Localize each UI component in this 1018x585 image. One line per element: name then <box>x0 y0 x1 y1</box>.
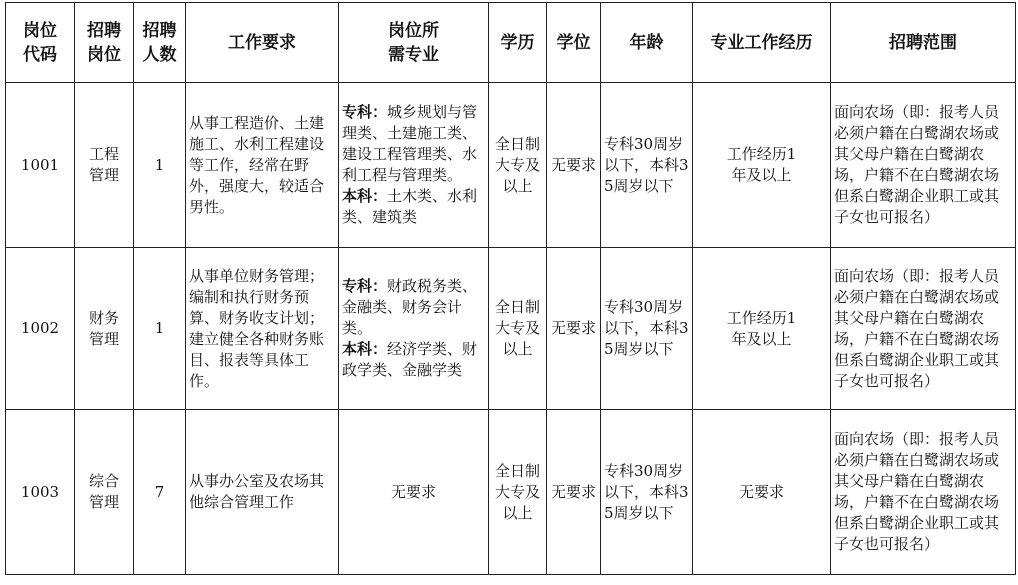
header-experience: 专业工作经历 <box>693 3 831 83</box>
recruitment-scope: 面向农场（即：报考人员必须户籍在白鹭湖农场或其父母户籍在白鹭湖农场，户籍不在白鹭湖农场但系白鹭湖企业职工或其子女也可报名） <box>831 248 1016 410</box>
header-major: 岗位所需专业 <box>339 3 489 83</box>
required-major: 无要求 <box>339 410 489 575</box>
position-name: 财务管理 <box>75 248 134 410</box>
table-row <box>6 410 1016 575</box>
work-experience: 无要求 <box>693 410 831 575</box>
header-position-code: 岗位代码 <box>6 3 75 83</box>
position-name: 综合管理 <box>75 410 134 575</box>
major-text-associate: 财政税务类、金融类、财务会计类。 <box>342 277 478 337</box>
age-limit: 专科30周岁以下，本科35周岁以下 <box>601 410 693 575</box>
position-code: 1003 <box>6 410 75 575</box>
work-experience: 工作经历1年及以上 <box>693 83 831 248</box>
header-degree: 学位 <box>547 3 601 83</box>
degree: 无要求 <box>547 410 601 575</box>
header-requirement: 工作要求 <box>186 3 339 83</box>
education: 全日制大专及以上 <box>489 410 547 575</box>
major-label-bachelor: 本科： <box>342 187 388 205</box>
degree: 无要求 <box>547 248 601 410</box>
headcount: 1 <box>134 248 186 410</box>
major-text-associate: 城乡规划与管理类、土建施工类、建设工程管理类、水利工程与管理类。 <box>342 103 478 184</box>
major-label-bachelor: 本科： <box>342 340 388 358</box>
position-code: 1001 <box>6 83 75 248</box>
position-code: 1002 <box>6 248 75 410</box>
table-row <box>6 248 1016 410</box>
table-header-row <box>6 3 1016 83</box>
table-row <box>6 83 1016 248</box>
header-headcount: 招聘人数 <box>134 3 186 83</box>
header-position-name: 招聘岗位 <box>75 3 134 83</box>
recruitment-scope: 面向农场（即：报考人员必须户籍在白鹭湖农场或其父母户籍在白鹭湖农场，户籍不在白鹭湖农场但系白鹭湖企业职工或其子女也可报名） <box>831 83 1016 248</box>
age-limit: 专科30周岁以下，本科35周岁以下 <box>601 83 693 248</box>
recruitment-table <box>5 2 1016 575</box>
education: 全日制大专及以上 <box>489 83 547 248</box>
header-age: 年龄 <box>601 3 693 83</box>
position-name: 工程管理 <box>75 83 134 248</box>
major-label-associate: 专科： <box>342 103 388 121</box>
major-label-associate: 专科： <box>342 277 388 295</box>
header-scope: 招聘范围 <box>831 3 1016 83</box>
major-text-bachelor: 土木类、水利类、建筑类 <box>342 187 478 226</box>
education: 全日制大专及以上 <box>489 248 547 410</box>
work-requirement: 从事工程造价、土建施工、水利工程建设等工作，经常在野外，强度大，较适合男性。 <box>186 83 339 248</box>
recruitment-scope: 面向农场（即：报考人员必须户籍在白鹭湖农场或其父母户籍在白鹭湖农场，户籍不在白鹭湖农场但系白鹭湖企业职工或其子女也可报名） <box>831 410 1016 575</box>
headcount: 7 <box>134 410 186 575</box>
header-education: 学历 <box>489 3 547 83</box>
work-requirement: 从事单位财务管理；编制和执行财务预算、财务收支计划；建立健全各种财务账目、报表等具体工作。 <box>186 248 339 410</box>
work-requirement: 从事办公室及农场其他综合管理工作 <box>186 410 339 575</box>
work-experience: 工作经历1年及以上 <box>693 248 831 410</box>
required-major <box>339 248 489 410</box>
headcount: 1 <box>134 83 186 248</box>
required-major <box>339 83 489 248</box>
age-limit: 专科30周岁以下，本科35周岁以下 <box>601 248 693 410</box>
degree: 无要求 <box>547 83 601 248</box>
major-text-bachelor: 经济学类、财政学类、金融学类 <box>342 340 478 379</box>
